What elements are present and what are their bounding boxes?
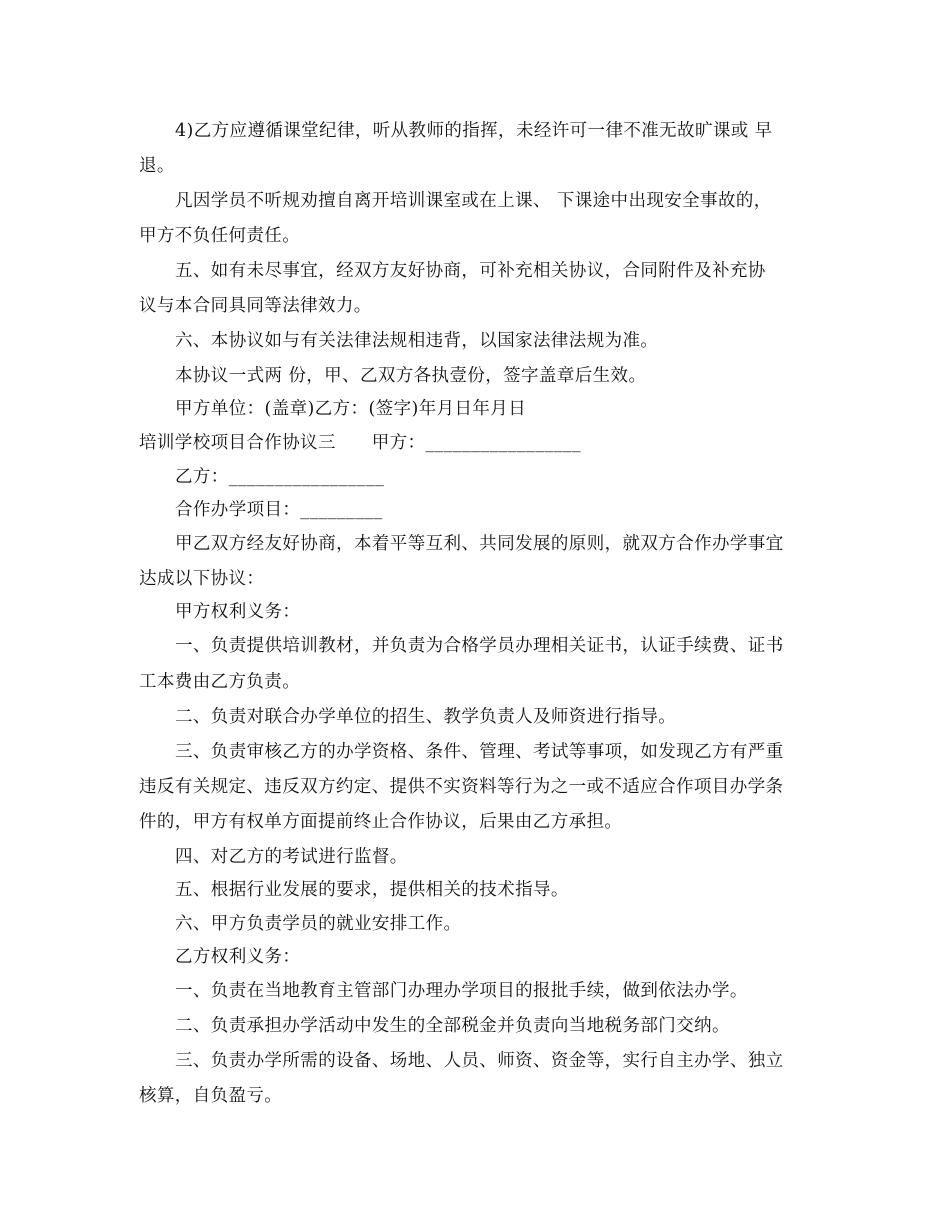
text-line: 4)乙方应遵循课堂纪律，听从教师的指挥，未经许可一律不准无故旷课或 早 [175, 121, 773, 141]
text-line: 件的，甲方有权单方面提前终止合作协议，后果由乙方承担。 [139, 812, 623, 832]
text-line: 违反有关规定、违反双方约定、提供不实资料等行为之一或不适应合作项目办学条 [139, 777, 784, 797]
text-line: 甲乙双方经友好协商，本着平等互利、共同发展的原则，就双方合作办学事宜 [175, 534, 784, 554]
text-line: 五、根据行业发展的要求，提供相关的技术指导。 [175, 880, 569, 900]
text-line: 核算，自负盈亏。 [139, 1086, 283, 1106]
text-line: 甲方不负任何责任。 [139, 226, 301, 246]
text-line: 二、负责对联合办学单位的招生、教学负责人及师资进行指导。 [175, 707, 677, 727]
text-line: 二、负责承担办学活动中发生的全部税金并负责向当地税务部门交纳。 [175, 1016, 730, 1036]
text-line: 五、如有未尽事宜，经双方友好协商，可补充相关协议，合同附件及补充协 [175, 261, 766, 281]
text-line: 本协议一式两 份，甲、乙双方各执壹份，签字盖章后生效。 [175, 366, 647, 386]
signature-line: 甲方单位：(盖章)乙方：(签字)年月日年月日 [175, 399, 527, 419]
subheading-line: 甲方权利义务： [175, 602, 301, 622]
text-line: 六、甲方负责学员的就业安排工作。 [175, 914, 462, 934]
party-b-line: 乙方：_________________ [175, 467, 385, 487]
text-line: 三、负责审核乙方的办学资格、条件、管理、考试等事项，如发现乙方有严重 [175, 742, 784, 762]
text-line: 退。 [139, 156, 175, 176]
section-heading-line: 培训学校项目合作协议三 甲方：_________________ [139, 433, 581, 453]
text-line: 一、负责在当地教育主管部门办理办学项目的报批手续，做到依法办学。 [175, 981, 748, 1001]
text-line: 议与本合同具同等法律效力。 [139, 296, 372, 316]
subheading-line: 乙方权利义务： [175, 947, 301, 967]
text-line: 一、负责提供培训教材，并负责为合格学员办理相关证书，认证手续费、证书 [175, 636, 784, 656]
text-line: 六、本协议如与有关法律法规相违背，以国家法律法规为准。 [175, 331, 659, 351]
text-line: 工本费由乙方负责。 [139, 672, 301, 692]
text-line: 四、对乙方的考试进行监督。 [175, 847, 408, 867]
project-line: 合作办学项目：_________ [175, 500, 383, 520]
text-line: 达成以下协议： [139, 569, 265, 589]
text-line: 三、负责办学所需的设备、场地、人员、师资、资金等，实行自主办学、独立 [175, 1051, 784, 1071]
text-line: 凡因学员不听规劝擅自离开培训课室或在上课、 下课途中出现安全事故的， [175, 191, 772, 211]
